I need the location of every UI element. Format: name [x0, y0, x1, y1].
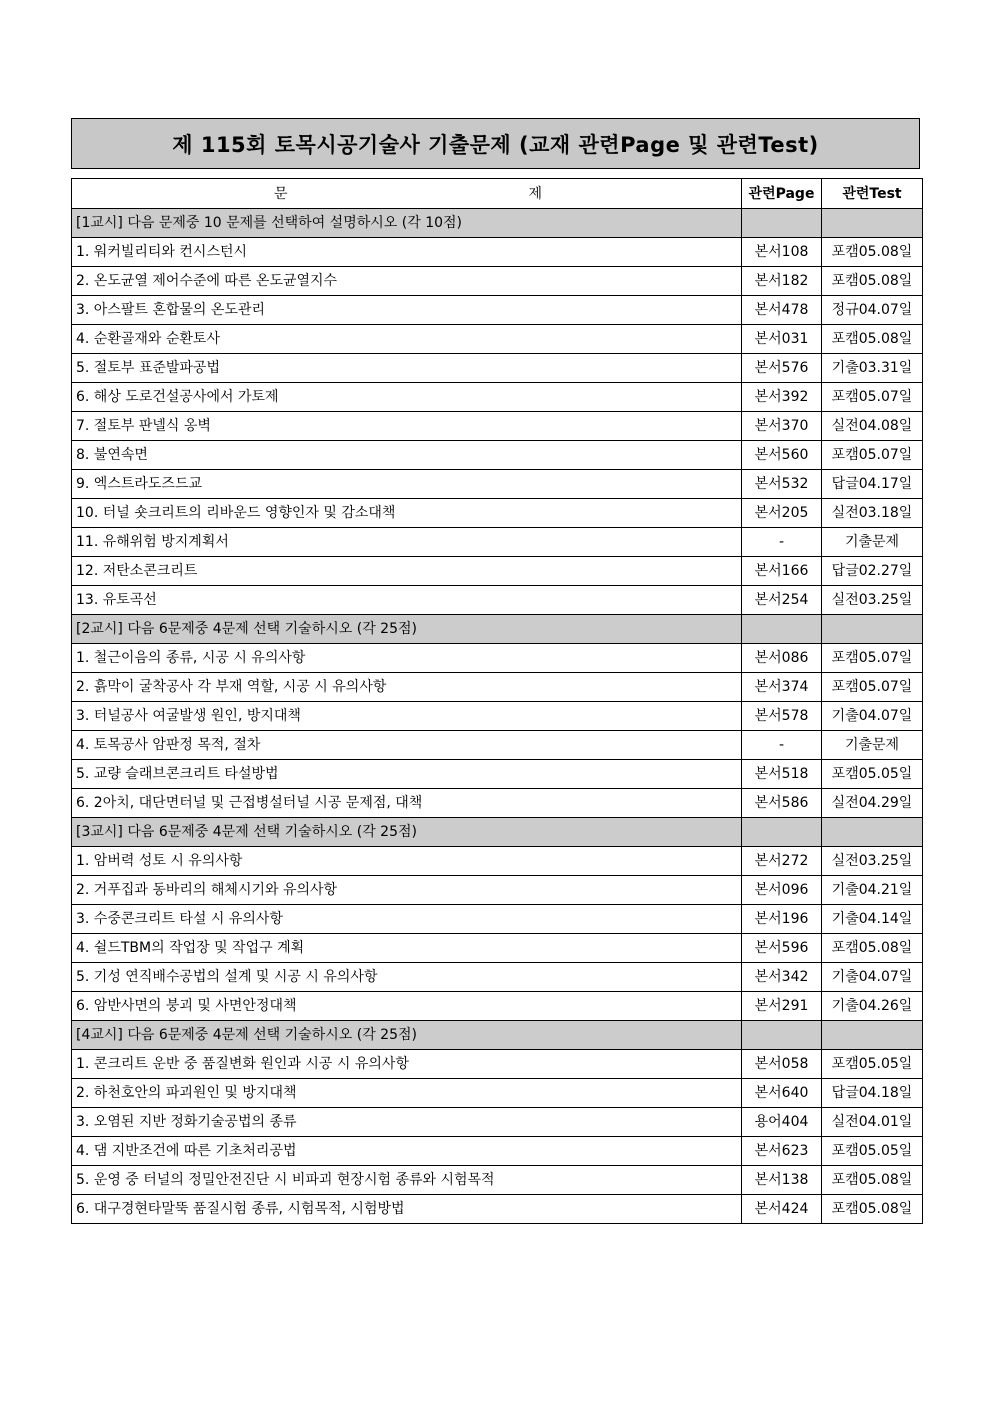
test-cell: 실전04.01일: [822, 1108, 923, 1137]
question-cell: 12. 저탄소콘크리트: [72, 557, 742, 586]
page-cell: 본서342: [742, 963, 822, 992]
question-cell: 10. 터널 숏크리트의 리바운드 영향인자 및 감소대책: [72, 499, 742, 528]
header-page: 관련Page: [742, 179, 822, 209]
question-cell: 6. 2아치, 대단면터널 및 근접병설터널 시공 문제점, 대책: [72, 789, 742, 818]
page-cell: 용어404: [742, 1108, 822, 1137]
table-row: [72, 1137, 923, 1166]
table-row: [72, 1166, 923, 1195]
question-cell: 4. 쉴드TBM의 작업장 및 작업구 계획: [72, 934, 742, 963]
table-row: [72, 499, 923, 528]
test-cell: 포캠05.08일: [822, 325, 923, 354]
question-cell: 4. 토목공사 암판정 목적, 절차: [72, 731, 742, 760]
question-cell: 13. 유토곡선: [72, 586, 742, 615]
table-row: [72, 267, 923, 296]
table-row: [72, 412, 923, 441]
test-cell: [822, 615, 923, 644]
test-cell: [822, 818, 923, 847]
test-cell: 실전03.25일: [822, 586, 923, 615]
page-cell: 본서532: [742, 470, 822, 499]
page-cell: -: [742, 731, 822, 760]
table-row: [72, 760, 923, 789]
table-row: [72, 789, 923, 818]
page-cell: 본서424: [742, 1195, 822, 1224]
table-row: [72, 296, 923, 325]
test-cell: 포캠05.08일: [822, 1166, 923, 1195]
page-cell: -: [742, 528, 822, 557]
page-cell: 본서640: [742, 1079, 822, 1108]
page-cell: [742, 818, 822, 847]
page-cell: 본서596: [742, 934, 822, 963]
page-cell: 본서031: [742, 325, 822, 354]
page-cell: 본서096: [742, 876, 822, 905]
question-cell: 6. 해상 도로건설공사에서 가토제: [72, 383, 742, 412]
section-row: [72, 615, 923, 644]
test-cell: 기출문제: [822, 528, 923, 557]
header-question: [72, 179, 742, 209]
test-cell: 포캠05.05일: [822, 1137, 923, 1166]
question-cell: [3교시] 다음 6문제중 4문제 선택 기술하시오 (각 25점): [72, 818, 742, 847]
question-cell: 1. 암버력 성토 시 유의사항: [72, 847, 742, 876]
table-row: [72, 992, 923, 1021]
test-cell: 포캠05.05일: [822, 760, 923, 789]
table-row: [72, 354, 923, 383]
table-row: [72, 963, 923, 992]
page-cell: 본서291: [742, 992, 822, 1021]
header-test: 관련Test: [822, 179, 923, 209]
question-cell: 2. 하천호안의 파괴원인 및 방지대책: [72, 1079, 742, 1108]
question-cell: 1. 콘크리트 운반 중 품질변화 원인과 시공 시 유의사항: [72, 1050, 742, 1079]
page-cell: [742, 1021, 822, 1050]
table-row: [72, 847, 923, 876]
page-cell: 본서576: [742, 354, 822, 383]
page-cell: 본서058: [742, 1050, 822, 1079]
table-row: [72, 470, 923, 499]
page-cell: [742, 615, 822, 644]
question-cell: 8. 불연속면: [72, 441, 742, 470]
page-cell: 본서560: [742, 441, 822, 470]
table-row: [72, 876, 923, 905]
page-cell: 본서196: [742, 905, 822, 934]
question-cell: 2. 온도균열 제어수준에 따른 온도균열지수: [72, 267, 742, 296]
test-cell: 포캠05.05일: [822, 1050, 923, 1079]
test-cell: 실전03.25일: [822, 847, 923, 876]
test-cell: 실전03.18일: [822, 499, 923, 528]
test-cell: 답글02.27일: [822, 557, 923, 586]
question-cell: 11. 유해위험 방지계획서: [72, 528, 742, 557]
table-row: [72, 441, 923, 470]
page-cell: 본서272: [742, 847, 822, 876]
question-cell: 4. 순환골재와 순환토사: [72, 325, 742, 354]
page-cell: 본서254: [742, 586, 822, 615]
question-cell: 3. 수중콘크리트 타설 시 유의사항: [72, 905, 742, 934]
table-row: [72, 934, 923, 963]
test-cell: 포캠05.08일: [822, 267, 923, 296]
table-row: [72, 1195, 923, 1224]
test-cell: 답글04.17일: [822, 470, 923, 499]
exam-table: [71, 178, 923, 1224]
page-cell: 본서205: [742, 499, 822, 528]
page-cell: 본서182: [742, 267, 822, 296]
table-row: [72, 644, 923, 673]
page-cell: 본서586: [742, 789, 822, 818]
question-cell: 4. 댐 지반조건에 따른 기초처리공법: [72, 1137, 742, 1166]
table-row: [72, 528, 923, 557]
question-cell: 7. 절토부 판넬식 옹벽: [72, 412, 742, 441]
section-row: [72, 818, 923, 847]
question-cell: 3. 아스팔트 혼합물의 온도관리: [72, 296, 742, 325]
page-cell: 본서166: [742, 557, 822, 586]
question-cell: 5. 절토부 표준발파공법: [72, 354, 742, 383]
table-body: [72, 209, 923, 1224]
test-cell: [822, 209, 923, 238]
question-cell: 1. 철근이음의 종류, 시공 시 유의사항: [72, 644, 742, 673]
table-row: [72, 673, 923, 702]
test-cell: 포캠05.07일: [822, 441, 923, 470]
table-header-row: [72, 179, 923, 209]
page-cell: 본서374: [742, 673, 822, 702]
page-cell: 본서108: [742, 238, 822, 267]
table-row: [72, 1079, 923, 1108]
question-cell: 3. 터널공사 여굴발생 원인, 방지대책: [72, 702, 742, 731]
page-cell: 본서392: [742, 383, 822, 412]
table-row: [72, 731, 923, 760]
question-cell: 9. 엑스트라도즈드교: [72, 470, 742, 499]
table-row: [72, 238, 923, 267]
test-cell: 포캠05.07일: [822, 673, 923, 702]
page-cell: 본서370: [742, 412, 822, 441]
question-cell: 1. 워커빌리티와 컨시스턴시: [72, 238, 742, 267]
test-cell: 포캠05.07일: [822, 644, 923, 673]
table-row: [72, 586, 923, 615]
page-title: 제 115회 토목시공기술사 기출문제 (교재 관련Page 및 관련Test): [71, 118, 920, 169]
test-cell: [822, 1021, 923, 1050]
page-cell: [742, 209, 822, 238]
question-cell: 6. 대구경현타말뚝 품질시험 종류, 시험목적, 시험방법: [72, 1195, 742, 1224]
table-row: [72, 1108, 923, 1137]
test-cell: 포캠05.07일: [822, 383, 923, 412]
section-row: [72, 1021, 923, 1050]
question-cell: 2. 흙막이 굴착공사 각 부재 역할, 시공 시 유의사항: [72, 673, 742, 702]
page-cell: 본서086: [742, 644, 822, 673]
header-question-left: 문: [274, 185, 288, 202]
question-cell: [1교시] 다음 문제중 10 문제를 선택하여 설명하시오 (각 10점): [72, 209, 742, 238]
page-cell: 본서518: [742, 760, 822, 789]
question-cell: 5. 기성 연직배수공법의 설계 및 시공 시 유의사항: [72, 963, 742, 992]
question-cell: 5. 운영 중 터널의 정밀안전진단 시 비파괴 현장시험 종류와 시험목적: [72, 1166, 742, 1195]
test-cell: 실전04.08일: [822, 412, 923, 441]
test-cell: 기출04.07일: [822, 702, 923, 731]
question-cell: 2. 거푸집과 동바리의 해체시기와 유의사항: [72, 876, 742, 905]
page-cell: 본서623: [742, 1137, 822, 1166]
question-cell: 5. 교량 슬래브콘크리트 타설방법: [72, 760, 742, 789]
page-cell: 본서578: [742, 702, 822, 731]
question-cell: 6. 암반사면의 붕괴 및 사면안정대책: [72, 992, 742, 1021]
test-cell: 기출04.21일: [822, 876, 923, 905]
question-cell: 3. 오염된 지반 정화기술공법의 종류: [72, 1108, 742, 1137]
question-cell: [2교시] 다음 6문제중 4문제 선택 기술하시오 (각 25점): [72, 615, 742, 644]
test-cell: 포캠05.08일: [822, 238, 923, 267]
test-cell: 포캠05.08일: [822, 934, 923, 963]
test-cell: 실전04.29일: [822, 789, 923, 818]
test-cell: 기출03.31일: [822, 354, 923, 383]
test-cell: 포캠05.08일: [822, 1195, 923, 1224]
table-row: [72, 905, 923, 934]
table-row: [72, 383, 923, 412]
test-cell: 답글04.18일: [822, 1079, 923, 1108]
test-cell: 기출04.14일: [822, 905, 923, 934]
test-cell: 기출문제: [822, 731, 923, 760]
test-cell: 기출04.26일: [822, 992, 923, 1021]
section-row: [72, 209, 923, 238]
table-row: [72, 325, 923, 354]
header-question-right: 제: [528, 185, 542, 202]
page-cell: 본서478: [742, 296, 822, 325]
table-row: [72, 702, 923, 731]
page-cell: 본서138: [742, 1166, 822, 1195]
test-cell: 기출04.07일: [822, 963, 923, 992]
table-row: [72, 557, 923, 586]
question-cell: [4교시] 다음 6문제중 4문제 선택 기술하시오 (각 25점): [72, 1021, 742, 1050]
test-cell: 정규04.07일: [822, 296, 923, 325]
table-row: [72, 1050, 923, 1079]
